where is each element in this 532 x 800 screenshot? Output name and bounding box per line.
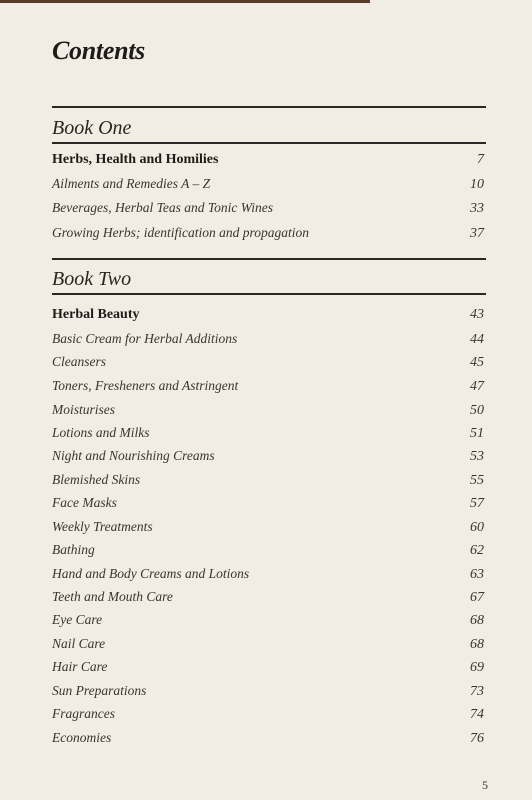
toc-entry-page: 44 [470, 332, 484, 347]
toc-entry[interactable] [52, 612, 486, 634]
toc-entry-label: Nail Care [52, 636, 106, 651]
toc-entry-page: 60 [470, 520, 484, 535]
toc-entry[interactable] [52, 402, 486, 424]
toc-entry-label: Cleansers [52, 354, 106, 369]
toc-entry-page: 69 [470, 660, 484, 675]
toc-entry-page: 55 [470, 473, 484, 488]
toc-entry[interactable] [52, 448, 486, 470]
toc-entry-label: Blemished Skins [52, 472, 141, 487]
toc-entry-label: Moisturises [52, 402, 116, 417]
book-one-top-rule [52, 106, 486, 108]
toc-entry-page: 62 [470, 543, 484, 558]
toc-entry-page: 43 [470, 307, 484, 322]
toc-entry[interactable] [52, 542, 486, 564]
toc-entry[interactable] [52, 659, 486, 681]
toc-entry[interactable] [52, 225, 486, 247]
toc-entry[interactable] [52, 589, 486, 611]
toc-entry-label: Herbs, Health and Homilies [52, 152, 219, 167]
toc-entry[interactable] [52, 495, 486, 517]
book-two-title: Book Two [52, 268, 132, 290]
page-title: Contents [52, 36, 145, 65]
toc-entry-page: 47 [470, 379, 484, 394]
toc-entry[interactable] [52, 200, 486, 222]
toc-entry-page: 68 [470, 637, 484, 652]
toc-entry-label: Herbal Beauty [52, 307, 140, 322]
toc-entry-label: Basic Cream for Herbal Additions [52, 331, 238, 346]
toc-entry[interactable] [52, 730, 486, 752]
toc-entry-page: 10 [470, 177, 484, 192]
toc-entry-page: 74 [470, 707, 484, 722]
toc-entry-page: 67 [470, 590, 484, 605]
toc-entry[interactable] [52, 152, 486, 174]
toc-entry-page: 63 [470, 567, 484, 582]
toc-entry-label: Hair Care [52, 659, 108, 674]
toc-entry[interactable] [52, 354, 486, 376]
toc-entry[interactable] [52, 519, 486, 541]
toc-entry[interactable] [52, 566, 486, 588]
book-one-bottom-rule [52, 142, 486, 144]
toc-entry-page: 76 [470, 731, 484, 746]
toc-entry-label: Face Masks [52, 495, 117, 510]
toc-entry-page: 33 [470, 201, 484, 216]
toc-entry-page: 37 [470, 226, 484, 241]
toc-entry[interactable] [52, 307, 486, 329]
toc-entry[interactable] [52, 331, 486, 353]
toc-entry-label: Eye Care [52, 612, 103, 627]
toc-entry-page: 51 [470, 426, 484, 441]
toc-entry[interactable] [52, 706, 486, 728]
toc-entry[interactable] [52, 636, 486, 658]
book-one-title: Book One [52, 117, 132, 139]
toc-entry-label: Night and Nourishing Creams [52, 448, 215, 463]
book-two-top-rule [52, 258, 486, 260]
toc-entry-page: 53 [470, 449, 484, 464]
toc-entry-label: Teeth and Mouth Care [52, 589, 173, 604]
toc-entry-page: 68 [470, 613, 484, 628]
page-number: 5 [482, 778, 488, 792]
toc-entry-page: 57 [470, 496, 484, 511]
top-border-line [0, 0, 370, 3]
toc-entry-page: 7 [477, 152, 484, 167]
toc-entry[interactable] [52, 683, 486, 705]
toc-entry-label: Sun Preparations [52, 683, 147, 698]
toc-entry-label: Growing Herbs; identification and propagation [52, 225, 309, 240]
toc-entry-page: 73 [470, 684, 484, 699]
toc-entry-label: Fragrances [52, 706, 115, 721]
toc-entry-label: Economies [52, 730, 112, 745]
book-two-bottom-rule [52, 293, 486, 295]
toc-entry-label: Toners, Fresheners and Astringent [52, 378, 239, 393]
toc-entry-label: Lotions and Milks [52, 425, 150, 440]
toc-entry-label: Hand and Body Creams and Lotions [52, 566, 250, 581]
toc-entry[interactable] [52, 472, 486, 494]
toc-entry[interactable] [52, 425, 486, 447]
toc-entry[interactable] [52, 378, 486, 400]
toc-entry-page: 50 [470, 403, 484, 418]
toc-entry-label: Ailments and Remedies A – Z [52, 176, 211, 191]
toc-entry-label: Bathing [52, 542, 95, 557]
toc-entry-label: Weekly Treatments [52, 519, 153, 534]
toc-entry-page: 45 [470, 355, 484, 370]
toc-entry-label: Beverages, Herbal Teas and Tonic Wines [52, 200, 273, 215]
toc-entry[interactable] [52, 176, 486, 198]
